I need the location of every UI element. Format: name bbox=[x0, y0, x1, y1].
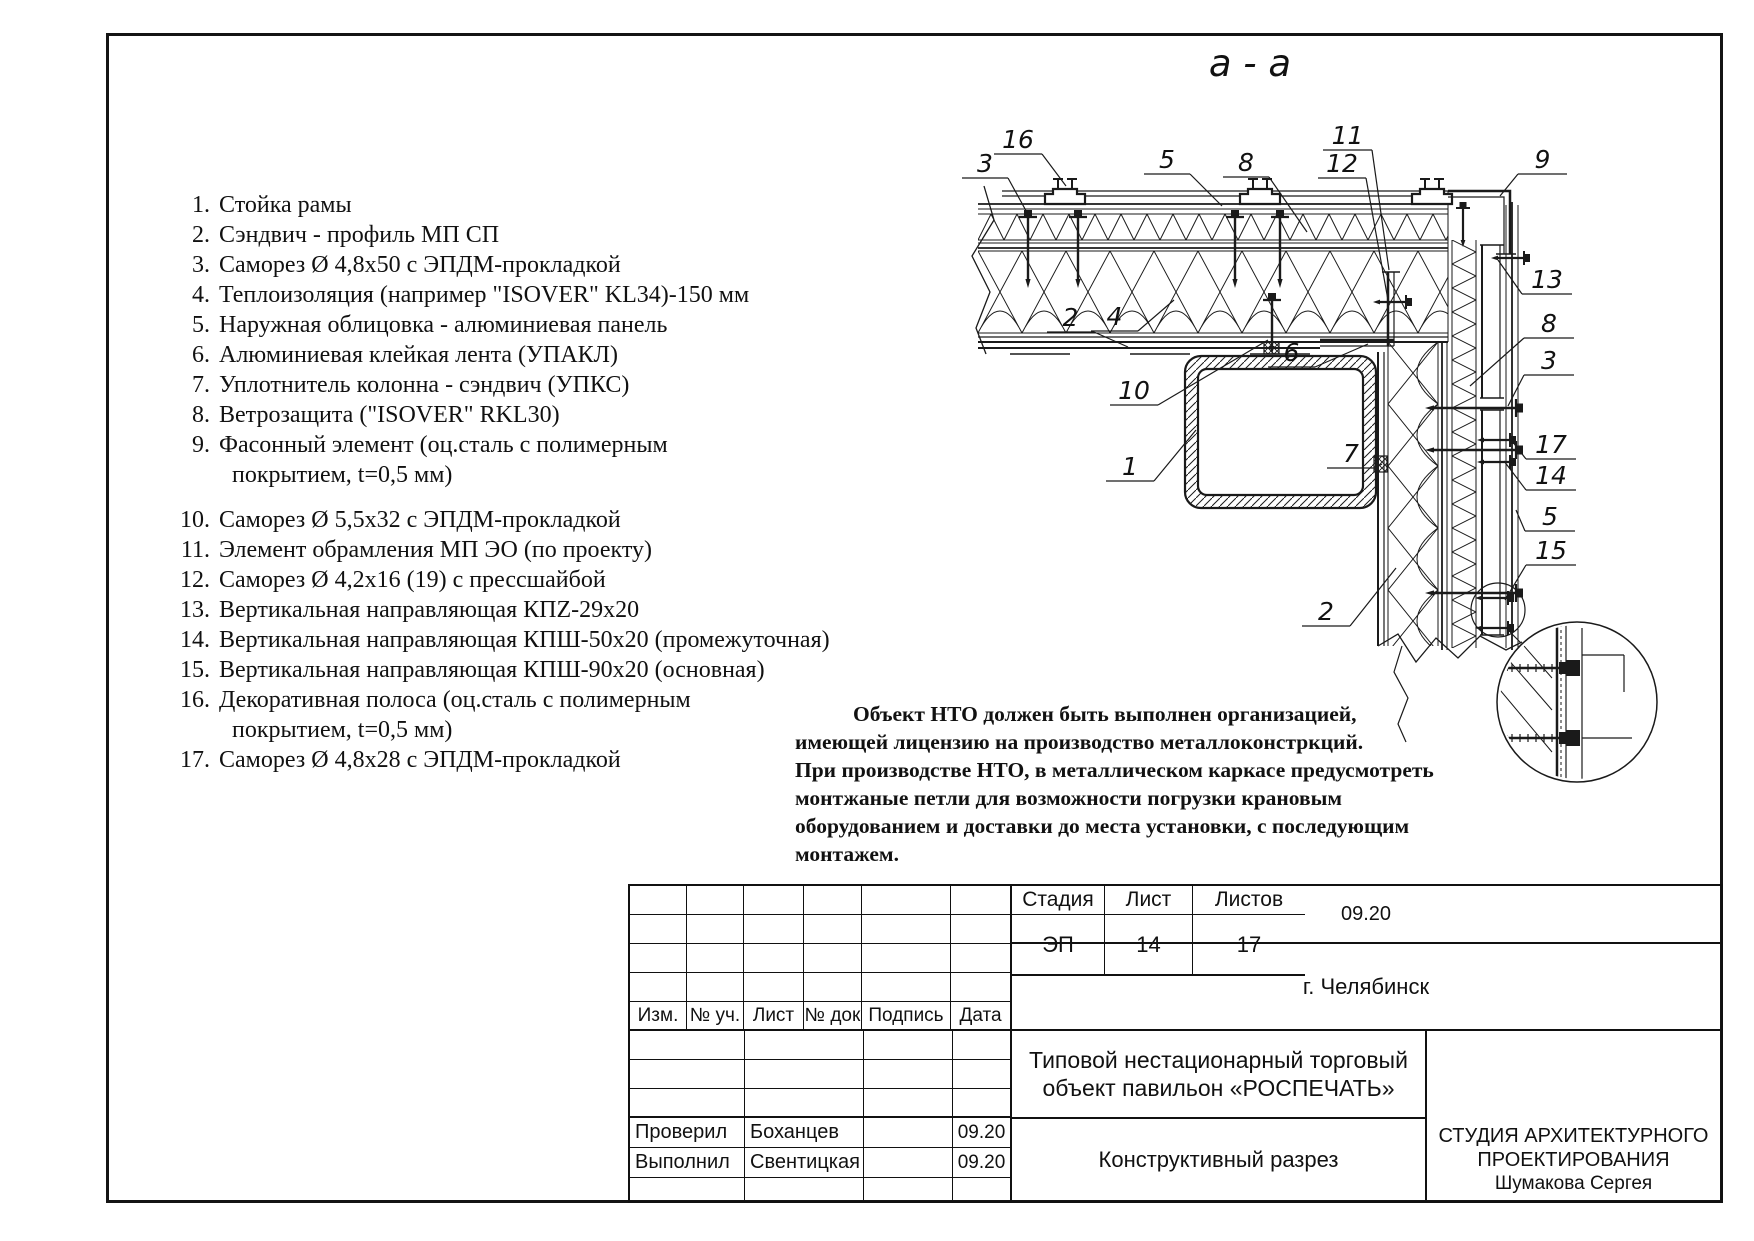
callout-number: 13 bbox=[1531, 265, 1563, 294]
organization-line2: ПРОЕКТИРОВАНИЯ bbox=[1477, 1148, 1670, 1171]
legend-item: 17. Саморез Ø 4,8х28 с ЭПДМ-прокладкой bbox=[180, 747, 621, 773]
organization-cell bbox=[1427, 1119, 1720, 1200]
callout-number: 5 bbox=[1542, 502, 1558, 531]
callout-number: 9 bbox=[1534, 145, 1551, 174]
signature-empty-cell bbox=[864, 1031, 953, 1060]
sheets-label: Листов bbox=[1193, 886, 1305, 915]
title-block-left bbox=[628, 884, 1012, 1203]
legend-item: 15. Вертикальная направляющая КПШ-90х20 (основная) bbox=[180, 657, 765, 683]
detail-circles bbox=[1471, 583, 1657, 782]
revision-empty-cell bbox=[951, 973, 1010, 1002]
callout-number: 16 bbox=[1002, 125, 1034, 154]
revision-empty-cell bbox=[951, 944, 1010, 973]
callout-number: 17 bbox=[1535, 430, 1567, 459]
callout-number: 2 bbox=[1318, 597, 1334, 626]
signature-empty-cell bbox=[953, 1060, 1010, 1089]
revision-header-cell: Подпись bbox=[862, 1002, 951, 1031]
legend-item: 13. Вертикальная направляющая КПZ-29х20 bbox=[180, 597, 640, 623]
note-line: монтжаные петли для возможности погрузки крановым bbox=[795, 786, 1343, 810]
callout-number: 3 bbox=[1541, 346, 1557, 375]
document-title-cell bbox=[1012, 1031, 1427, 1119]
legend-item: покрытием, t=0,5 мм) bbox=[232, 717, 453, 743]
signature-empty-cell bbox=[745, 1089, 864, 1118]
callout-number: 8 bbox=[1238, 148, 1254, 177]
callout-number: 3 bbox=[977, 149, 993, 178]
sheets-total: 17 bbox=[1236, 931, 1262, 957]
revision-header-cell: Лист bbox=[744, 1002, 804, 1031]
note-line: оборудованием и доставки до места установки, с последующим bbox=[795, 814, 1410, 838]
legend-item: 6. Алюминиевая клейкая лента (УПАКЛ) bbox=[192, 342, 618, 368]
legend-item: 7. Уплотнитель колонна - сэндвич (УПКС) bbox=[192, 372, 630, 398]
revision-empty-cell bbox=[804, 886, 862, 915]
column-tube bbox=[1185, 356, 1376, 508]
date-code-cell: 09.20 bbox=[1012, 886, 1720, 944]
signature-empty-cell bbox=[745, 1031, 864, 1060]
stage-label: Стадия bbox=[1012, 886, 1105, 915]
title-block-signature-grid bbox=[630, 1031, 1010, 1200]
revision-empty-cell bbox=[744, 973, 804, 1002]
callout-number: 6 bbox=[1283, 338, 1300, 367]
organization-line1: СТУДИЯ АРХИТЕКТУРНОГО bbox=[1438, 1124, 1709, 1147]
revision-empty-cell bbox=[804, 944, 862, 973]
revision-empty-cell bbox=[687, 944, 744, 973]
signature-empty-cell bbox=[864, 1178, 953, 1200]
note-line: Объект НТО должен быть выполнен организацией, bbox=[853, 702, 1357, 726]
document-title-line2: объект павильон «РОСПЕЧАТЬ» bbox=[1042, 1075, 1395, 1101]
callout-number: 7 bbox=[1343, 439, 1359, 468]
revision-empty-cell bbox=[862, 973, 951, 1002]
signature-empty-cell bbox=[864, 1060, 953, 1089]
callout-number: 1 bbox=[1122, 452, 1138, 481]
sheet-label: Лист bbox=[1105, 886, 1193, 915]
organization-line3: Шумакова Сергея bbox=[1494, 1172, 1653, 1194]
city-cell: г. Челябинск bbox=[1012, 944, 1720, 1031]
drawing-name-cell: Конструктивный разрез bbox=[1012, 1119, 1427, 1200]
stage-value: ЭП bbox=[1012, 915, 1105, 974]
signature-empty-cell bbox=[953, 1031, 1010, 1060]
signature-cell bbox=[864, 1148, 953, 1178]
revision-empty-cell bbox=[687, 973, 744, 1002]
callout-number: 15 bbox=[1535, 536, 1567, 565]
revision-empty-cell bbox=[804, 915, 862, 944]
callout-number: 5 bbox=[1159, 145, 1175, 174]
revision-header-cell: Изм. bbox=[630, 1002, 687, 1031]
section-drawing bbox=[860, 90, 1690, 790]
revision-empty-cell bbox=[862, 915, 951, 944]
legend-item: 3. Саморез Ø 4,8х50 с ЭПДМ-прокладкой bbox=[192, 252, 621, 278]
revision-empty-cell bbox=[630, 944, 687, 973]
callout-number: 10 bbox=[1118, 376, 1150, 405]
signature-cell: Проверил bbox=[630, 1118, 745, 1148]
revision-empty-cell bbox=[687, 886, 744, 915]
legend-item: 8. Ветрозащита ("ISOVER" RKL30) bbox=[192, 402, 560, 428]
signature-empty-cell bbox=[630, 1178, 745, 1200]
revision-empty-cell bbox=[630, 886, 687, 915]
signature-empty-cell bbox=[745, 1060, 864, 1089]
legend-item: покрытием, t=0,5 мм) bbox=[232, 462, 453, 488]
signature-empty-cell bbox=[630, 1031, 745, 1060]
note-line: имеющей лицензию на производство металлоконстркций. bbox=[795, 730, 1364, 754]
callout-number: 8 bbox=[1541, 309, 1557, 338]
revision-empty-cell bbox=[862, 886, 951, 915]
note-line: При производстве НТО, в металлическом каркасе предусмотреть bbox=[795, 758, 1434, 782]
signature-empty-cell bbox=[953, 1178, 1010, 1200]
signature-cell: Боханцев bbox=[745, 1118, 864, 1148]
legend-item: 14. Вертикальная направляющая КПШ-50х20 (промежуточная) bbox=[180, 627, 830, 653]
legend-list bbox=[168, 190, 898, 775]
signature-cell: 09.20 bbox=[953, 1148, 1010, 1178]
legend-item: 1. Стойка рамы bbox=[192, 192, 352, 218]
signature-empty-cell bbox=[630, 1060, 745, 1089]
title-block-upper-grid bbox=[630, 886, 1010, 1031]
signature-empty-cell bbox=[953, 1089, 1010, 1118]
signature-empty-cell bbox=[745, 1178, 864, 1200]
revision-empty-cell bbox=[744, 944, 804, 973]
revision-header-cell: № док bbox=[804, 1002, 862, 1031]
callout-number: 4 bbox=[1106, 302, 1123, 331]
revision-header-cell: № уч. bbox=[687, 1002, 744, 1031]
legend-item: 11. Элемент обрамления МП ЭО (по проекту) bbox=[180, 537, 653, 563]
callout-number: 2 bbox=[1062, 303, 1079, 332]
callout-number: 14 bbox=[1535, 461, 1567, 490]
revision-empty-cell bbox=[744, 915, 804, 944]
document-title-line1: Типовой нестационарный торговый bbox=[1029, 1047, 1408, 1073]
legend-item: 10. Саморез Ø 5,5х32 с ЭПДМ-прокладкой bbox=[180, 507, 621, 533]
revision-empty-cell bbox=[862, 944, 951, 973]
revision-empty-cell bbox=[804, 973, 862, 1002]
signature-cell: Свентицкая bbox=[745, 1148, 864, 1178]
legend-item: 16. Декоративная полоса (оц.сталь с полимерным bbox=[180, 687, 691, 713]
note-line: монтажем. bbox=[795, 842, 899, 866]
title-block-right bbox=[1012, 884, 1723, 1203]
revision-empty-cell bbox=[630, 973, 687, 1002]
signature-cell: Выполнил bbox=[630, 1148, 745, 1178]
signature-cell bbox=[864, 1118, 953, 1148]
revision-empty-cell bbox=[687, 915, 744, 944]
legend-item: 5. Наружная облицовка - алюминиевая панель bbox=[192, 312, 668, 338]
legend-item: 4. Теплоизоляция (например "ISOVER" KL34)-150 мм bbox=[192, 282, 750, 308]
callout-number: 12 bbox=[1326, 149, 1358, 178]
signature-empty-cell bbox=[864, 1089, 953, 1118]
revision-empty-cell bbox=[630, 915, 687, 944]
signature-cell: 09.20 bbox=[953, 1118, 1010, 1148]
signature-empty-cell bbox=[630, 1089, 745, 1118]
section-title: а - а bbox=[1208, 42, 1292, 85]
revision-header-cell: Дата bbox=[951, 1002, 1010, 1031]
callout-number: 11 bbox=[1331, 121, 1364, 150]
revision-empty-cell bbox=[744, 886, 804, 915]
sheet-number: 14 bbox=[1105, 915, 1193, 974]
legend-item: 2. Сэндвич - профиль МП СП bbox=[192, 222, 500, 248]
revision-empty-cell bbox=[951, 886, 1010, 915]
legend-item: 9. Фасонный элемент (оц.сталь с полимерным bbox=[192, 432, 668, 458]
revision-empty-cell bbox=[951, 915, 1010, 944]
legend-item: 12. Саморез Ø 4,2х16 (19) с прессшайбой bbox=[180, 567, 606, 593]
